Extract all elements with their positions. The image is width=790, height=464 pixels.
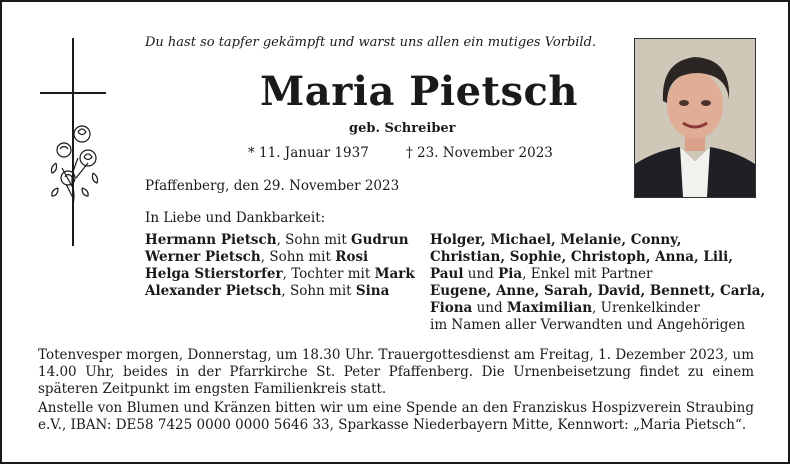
mourner-line: Fiona und Maximilian, Urenkelkinder [430,300,700,316]
gratitude-heading: In Liebe und Dankbarkeit: [145,210,326,226]
service-info: Totenvesper morgen, Donnerstag, um 18.30 Uhr. Trauergottesdienst am Freitag, 1. Dezember 2023, um 14.00 Uhr, beides in der Pfarrkirche St. Peter Pfaffenberg. Die Urnenbeisetzung findet zu einem späteren Zeitpunkt im engsten Familienkreis statt. [38,347,754,397]
maiden-name: geb. Schreiber [349,121,456,136]
mourners-left [145,232,415,300]
mourner-line: Alexander Pietsch, Sohn mit Sina [145,283,390,299]
mourner-line: Eugene, Anne, Sarah, David, Bennett, Carla, [430,283,766,299]
death-date: † 23. November 2023 [406,145,553,161]
portrait-photo [634,38,756,198]
donation-info: Anstelle von Blumen und Kränzen bitten wir um eine Spende an den Franziskus Hospizverein Straubing e.V., IBAN: DE58 7425 0000 0000 5646 33, Sparkasse Niederbayern Mitte, Kennwort: „Maria Pietsch“. [38,400,754,433]
mourner-line: Helga Stierstorfer, Tochter mit Mark [145,266,415,282]
motto: Du hast so tapfer gekämpft und warst uns allen ein mutiges Vorbild. [145,35,597,50]
deceased-name: Maria Pietsch [260,68,578,115]
mourner-line: Paul und Pia, Enkel mit Partner [430,266,653,282]
mourner-line: Christian, Sophie, Christoph, Anna, Lili, [430,249,733,265]
mourner-line: im Namen aller Verwandten und Angehörigen [430,317,746,333]
mourners-right [430,232,765,334]
mourner-line: Hermann Pietsch, Sohn mit Gudrun [145,232,409,248]
cross-with-roses-icon [38,38,108,248]
place-date: Pfaffenberg, den 29. November 2023 [145,178,400,194]
birth-date: * 11. Januar 1937 [248,145,369,161]
mourner-line: Werner Pietsch, Sohn mit Rosi [145,249,369,265]
mourner-line: Holger, Michael, Melanie, Conny, [430,232,682,248]
